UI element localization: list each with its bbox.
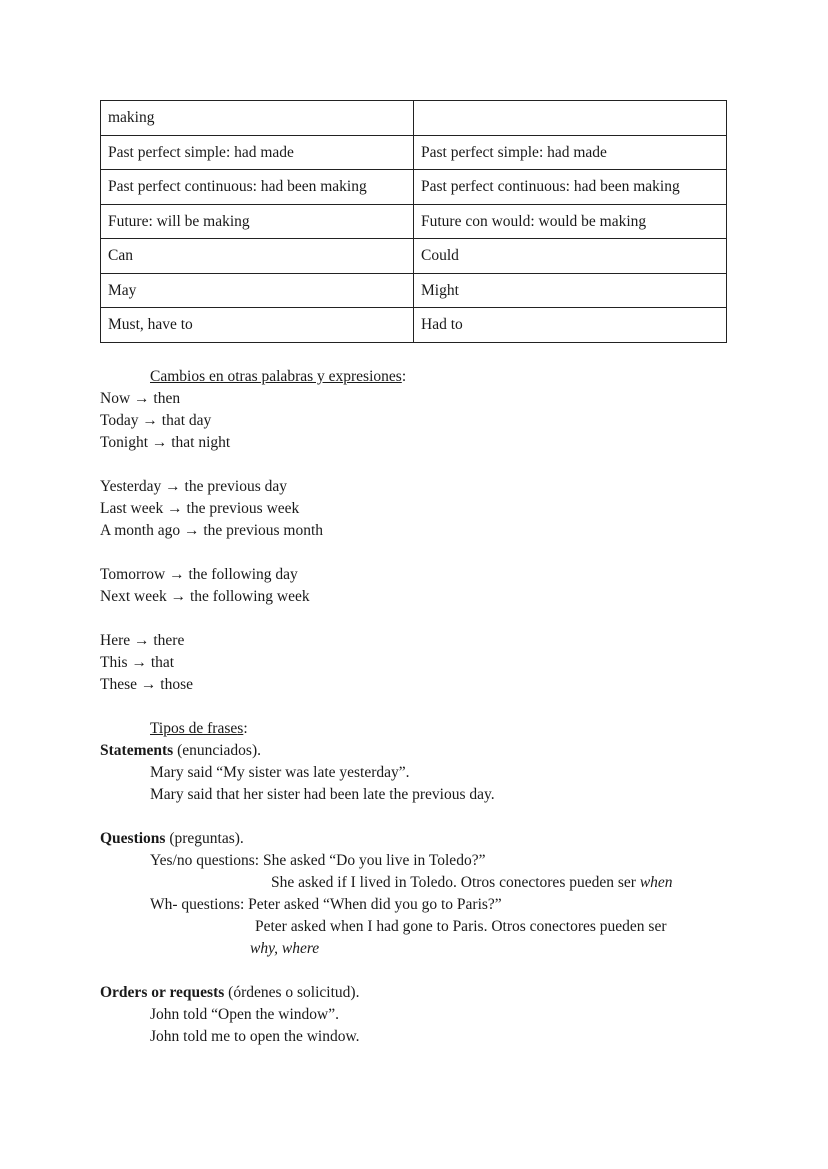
arrow-icon: →	[170, 588, 187, 605]
table-cell: Had to	[414, 308, 727, 343]
arrow-icon: →	[134, 632, 150, 649]
wh-reported: Peter asked when I had gone to Paris. Otros conectores pueden ser	[255, 918, 667, 935]
change-item: Today → that day	[100, 412, 212, 429]
questions-heading: Questions (preguntas).	[100, 830, 244, 847]
spacer	[100, 960, 740, 982]
arrow-icon: →	[169, 566, 185, 583]
change-item: Yesterday → the previous day	[100, 478, 287, 495]
table-row	[101, 135, 727, 170]
change-item: These → those	[100, 676, 193, 693]
table-cell: Future con would: would be making	[414, 204, 727, 239]
change-item: Now → then	[100, 390, 181, 407]
arrow-icon: →	[167, 500, 183, 517]
arrow-icon: →	[134, 390, 150, 407]
document-body	[100, 366, 740, 1048]
table-cell: Could	[414, 239, 727, 274]
wh-direct: Wh- questions: Peter asked “When did you go to Paris?”	[150, 896, 502, 913]
change-item: This → that	[100, 654, 175, 671]
arrow-icon: →	[140, 676, 157, 693]
yesno-direct: Yes/no questions: She asked “Do you live in Toledo?”	[150, 852, 486, 869]
change-item: Tomorrow → the following day	[100, 566, 298, 583]
table-cell: Past perfect simple: had made	[414, 135, 727, 170]
table-cell: Can	[101, 239, 414, 274]
wh-connectors: why, where	[250, 940, 320, 957]
orders-heading: Orders or requests (órdenes o solicitud).	[100, 984, 360, 1001]
table-row	[101, 170, 727, 205]
table-cell: Past perfect simple: had made	[101, 135, 414, 170]
arrow-icon: →	[151, 434, 168, 451]
example-direct: Mary said “My sister was late yesterday”.	[150, 764, 410, 781]
spacer	[100, 542, 740, 564]
table-row	[101, 101, 727, 136]
table-cell: May	[101, 273, 414, 308]
section-heading-types: Tipos de frases:	[150, 720, 248, 737]
arrow-icon: →	[183, 522, 200, 539]
table-cell	[414, 101, 727, 136]
table-cell: Must, have to	[101, 308, 414, 343]
spacer	[100, 454, 740, 476]
table-row	[101, 204, 727, 239]
spacer	[100, 806, 740, 828]
spacer	[100, 608, 740, 630]
table-cell: Past perfect continuous: had been making	[101, 170, 414, 205]
arrow-icon: →	[165, 478, 181, 495]
example-reported: Mary said that her sister had been late the previous day.	[150, 786, 495, 803]
example-direct: John told “Open the window”.	[150, 1006, 339, 1023]
table-cell: Future: will be making	[101, 204, 414, 239]
example-reported: John told me to open the window.	[150, 1028, 360, 1045]
table-cell: Might	[414, 273, 727, 308]
yesno-reported: She asked if I lived in Toledo. Otros conectores pueden ser when	[271, 874, 673, 891]
section-heading-changes: Cambios en otras palabras y expresiones:	[150, 368, 407, 385]
change-item: A month ago → the previous month	[100, 522, 324, 539]
table-row	[101, 239, 727, 274]
table-row	[101, 273, 727, 308]
change-item: Here → there	[100, 632, 185, 649]
table-row	[101, 308, 727, 343]
table-cell: Past perfect continuous: had been making	[414, 170, 727, 205]
arrow-icon: →	[131, 654, 147, 671]
spacer	[100, 696, 740, 718]
change-item: Tonight → that night	[100, 434, 231, 451]
arrow-icon: →	[142, 412, 158, 429]
statements-heading: Statements (enunciados).	[100, 742, 261, 759]
tense-changes-table	[100, 100, 727, 343]
change-item: Last week → the previous week	[100, 500, 300, 517]
change-item: Next week → the following week	[100, 588, 310, 605]
table-cell: making	[101, 101, 414, 136]
